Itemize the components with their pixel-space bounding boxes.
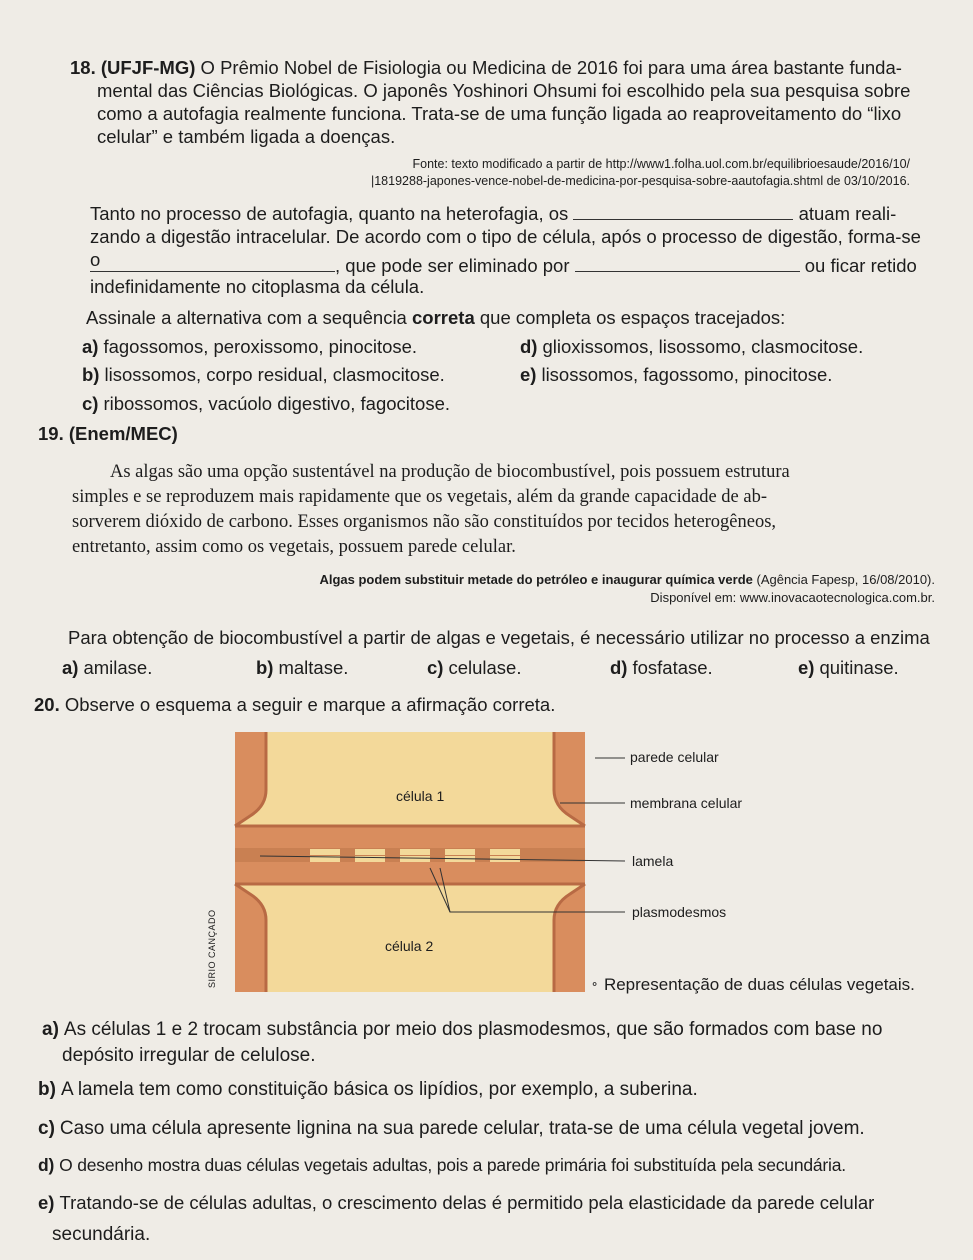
- option-text: quitinase.: [819, 657, 899, 678]
- option-text: maltase.: [278, 657, 349, 678]
- illustration-credit: SIRIO CANÇADO: [207, 909, 217, 988]
- option-text: O desenho mostra duas células vegetais adultas, pois a parede primária foi substituída pela secundária.: [59, 1155, 846, 1175]
- option-text: A lamela tem como constituição básica os lipídios, por exemplo, a suberina.: [60, 1079, 698, 1100]
- q18-para-line3: [90, 255, 917, 278]
- q20-option-e-cont: secundária.: [52, 1224, 151, 1245]
- q20-header: [34, 694, 555, 717]
- q19-option-d[interactable]: [610, 657, 713, 680]
- q19-stem: Para obtenção de biocombustível a partir de algas e vegetais, é necessário utilizar no processo a enzima: [68, 627, 930, 648]
- option-text: ribossomos, vacúolo digestivo, fagocitose.: [103, 393, 450, 414]
- option-text: Caso uma célula apresente lignina na sua parede celular, trata-se de uma célula vegetal jovem.: [59, 1118, 865, 1139]
- option-letter: d): [610, 657, 628, 678]
- q19-option-c[interactable]: [427, 657, 521, 680]
- q18-para-line2: zando a digestão intracelular. De acordo com o tipo de célula, após o processo de digestão, forma-se: [90, 226, 921, 247]
- q19-option-e[interactable]: [798, 657, 899, 680]
- blank-3[interactable]: [575, 271, 800, 272]
- label-parede-celular: parede celular: [630, 749, 719, 765]
- q18-fonte-line1: Fonte: texto modificado a partir de http://www1.folha.uol.com.br/equilibrioesaude/2016/10/: [412, 157, 910, 171]
- caption-text: Representação de duas células vegetais.: [603, 975, 915, 994]
- option-letter: a): [62, 657, 79, 678]
- option-letter: e): [38, 1192, 55, 1213]
- option-text: glioxissomos, lisossomo, clasmocitose.: [542, 336, 864, 357]
- q20-option-d[interactable]: [38, 1153, 846, 1177]
- q18-p3c: ou ficar retido: [804, 255, 917, 276]
- q19-text-line2: simples e se reproduzem mais rapidamente que os vegetais, além da grande capacidade de ab-: [72, 487, 767, 507]
- option-letter: b): [82, 364, 100, 385]
- q20-option-a-cont: depósito irregular de celulose.: [62, 1045, 316, 1066]
- q18-p3b: , que pode ser eliminado por: [335, 255, 570, 276]
- option-text: fosfatase.: [632, 657, 713, 678]
- q18-p3a: o: [90, 249, 101, 270]
- blank-1[interactable]: [573, 219, 793, 220]
- option-letter: a): [42, 1019, 59, 1040]
- label-plasmodesmos: plasmodesmos: [632, 904, 727, 920]
- q18-fonte-line2: |1819288-japones-vence-nobel-de-medicina-por-pesquisa-sobre-aautofagia.shtml de 03/10/2016.: [370, 174, 910, 188]
- option-letter: d): [520, 336, 538, 357]
- cell1-bottom-wall: [235, 826, 585, 848]
- option-text: fagossomos, peroxissomo, pinocitose.: [103, 336, 418, 357]
- reference-source: (Agência Fapesp, 16/08/2010).: [752, 572, 935, 587]
- q19-number: 19.: [38, 423, 64, 444]
- q19-text-line1: As algas são uma opção sustentável na produção de biocombustível, pois possuem estrutura: [110, 462, 790, 482]
- q18-instruction: [86, 307, 785, 330]
- q18-line3: como a autofagia realmente funciona. Trata-se de uma função ligada ao reaproveitamento do “lixo: [97, 103, 902, 124]
- q19-reference-line2: Disponível em: www.inovacaotecnologica.com.br.: [650, 590, 935, 605]
- bullet-icon: ⚬: [590, 979, 600, 991]
- q19-reference-line1: [135, 571, 935, 588]
- instruction-part-c: que completa os espaços tracejados:: [474, 307, 786, 328]
- option-letter: b): [38, 1079, 56, 1100]
- q19-header: [38, 423, 178, 446]
- label-celula-2: célula 2: [385, 938, 434, 954]
- q20-option-e[interactable]: [38, 1191, 874, 1215]
- option-letter: c): [82, 393, 99, 414]
- q18-option-e[interactable]: [520, 364, 832, 387]
- q18-line1: [70, 57, 950, 80]
- q20-number: 20.: [34, 694, 60, 715]
- option-text: lisossomos, fagossomo, pinocitose.: [541, 364, 833, 385]
- q19-option-b[interactable]: [256, 657, 348, 680]
- q18-option-d[interactable]: [520, 336, 863, 359]
- label-celula-1: célula 1: [396, 788, 445, 804]
- q18-text: O Prêmio Nobel de Fisiologia ou Medicina de 2016 foi para uma área bastante funda-: [200, 57, 902, 78]
- option-text: As células 1 e 2 trocam substância por meio dos plasmodesmos, que são formados com base no: [63, 1019, 883, 1040]
- q20-stem: Observe o esquema a seguir e marque a afirmação correta.: [64, 694, 556, 715]
- diagram-caption: [590, 975, 915, 995]
- option-letter: a): [82, 336, 99, 357]
- q18-number: 18.: [70, 57, 96, 78]
- option-text: Tratando-se de células adultas, o crescimento delas é permitido pela elasticidade da parede celular: [59, 1192, 875, 1213]
- cell2-top-wall: [235, 862, 585, 884]
- q18-line4: celular” e também ligada a doenças.: [97, 126, 396, 147]
- q18-option-c[interactable]: [82, 393, 450, 416]
- q20-option-a[interactable]: [42, 1018, 882, 1042]
- reference-title: Algas podem substituir metade do petróleo e inaugurar química verde: [319, 572, 753, 587]
- instruction-emphasis: correta: [412, 307, 475, 328]
- q19-source-tag: (Enem/MEC): [68, 423, 178, 444]
- q18-para-line4: indefinidamente no citoplasma da célula.: [90, 276, 425, 297]
- q19-text-line3: sorverem dióxido de carbono. Esses organismos não são constituídos por tecidos heterogêneos,: [72, 512, 777, 532]
- option-letter: d): [38, 1155, 55, 1175]
- option-letter: b): [256, 657, 274, 678]
- option-letter: e): [798, 657, 815, 678]
- q18-p1a: Tanto no processo de autofagia, quanto na heterofagia, os: [90, 203, 569, 224]
- q20-option-c[interactable]: [38, 1117, 865, 1141]
- q18-p1b: atuam reali-: [798, 203, 897, 224]
- q18-para-line1: [90, 203, 896, 226]
- q18-source-tag: (UFJF-MG): [100, 57, 196, 78]
- option-letter: c): [38, 1118, 55, 1139]
- label-lamela: lamela: [632, 853, 674, 869]
- q18-line2: mental das Ciências Biológicas. O japonês Yoshinori Ohsumi foi escolhido pela sua pesquisa sobre: [97, 80, 911, 101]
- q19-text-line4: entretanto, assim como os vegetais, possuem parede celular.: [72, 537, 516, 557]
- option-letter: e): [520, 364, 537, 385]
- label-membrana-celular: membrana celular: [630, 795, 743, 811]
- instruction-part-a: Assinale a alternativa com a sequência: [86, 307, 412, 328]
- option-text: celulase.: [448, 657, 522, 678]
- q18-option-a[interactable]: [82, 336, 417, 359]
- q20-option-b[interactable]: [38, 1078, 698, 1102]
- blank-2[interactable]: [90, 271, 335, 272]
- option-text: amilase.: [83, 657, 153, 678]
- plant-cells-diagram: [200, 728, 760, 998]
- option-text: lisossomos, corpo residual, clasmocitose.: [104, 364, 445, 385]
- q18-option-b[interactable]: [82, 364, 445, 387]
- q19-option-a[interactable]: [62, 657, 152, 680]
- option-letter: c): [427, 657, 444, 678]
